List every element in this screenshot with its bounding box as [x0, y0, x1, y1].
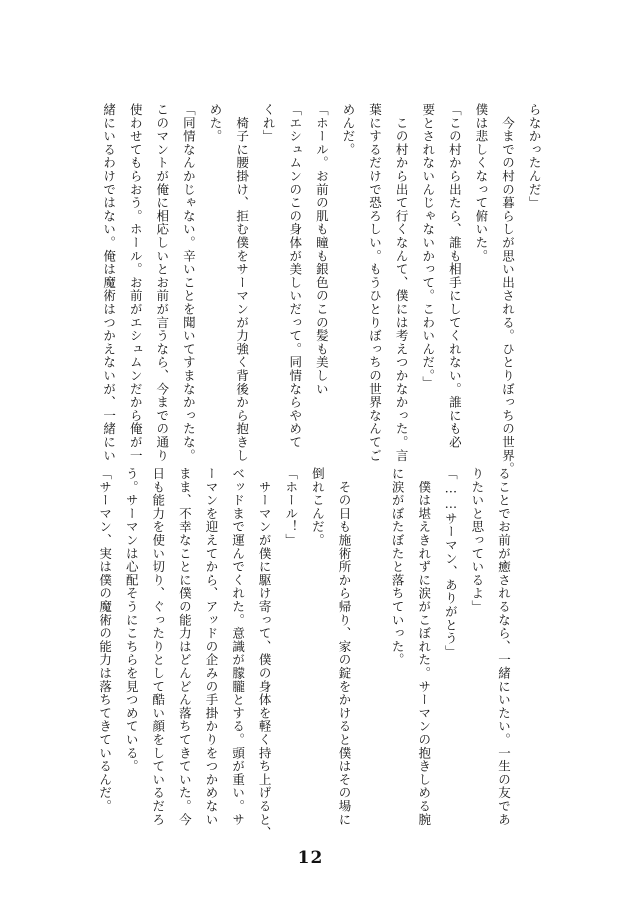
lower-text-line: まま、不幸なことに僕の能力はどんどん落ちてきていた。今	[177, 467, 193, 827]
lower-text-line: 日も能力を使い切り、ぐったりとして酷い顔をしているだろ	[150, 467, 166, 827]
upper-text-line: 「エシュムンのこの身体が美しいだって。同情ならやめて	[287, 103, 303, 449]
lower-text-line	[357, 467, 384, 812]
upper-text-line: 僕は悲しくなって俯いた。	[473, 103, 489, 263]
lower-text-line: りたいと思っているよ」	[469, 467, 485, 614]
upper-text-line: 「ホール。お前の肌も瞳も銀色のこの髪も美しい	[314, 103, 330, 396]
lower-text-line: ーマンを迎えてから、アッドの企みの手掛かりをつかめない	[203, 467, 219, 827]
upper-text-line: めた。	[207, 103, 223, 143]
upper-text-line: 椅子に腰掛け、拒む僕をサーマンが力強く背後から抱きし	[234, 103, 250, 463]
upper-text-line: 要とされないんじゃないかって。こわいんだ。」	[420, 103, 436, 390]
lower-text-line: ベッドまで運んでくれた。意識が朦朧とする。頭が重い。サ	[230, 467, 246, 827]
lower-text-line: 僕は堪えきれずに涙がこぼれた。サーマンの抱きしめる腕	[416, 467, 432, 827]
upper-text-line: めんだ。	[340, 103, 356, 157]
lower-text-line: に涙がぼたぼたと落ちていった。	[390, 467, 406, 667]
upper-text-column-block	[95, 103, 547, 476]
upper-text-line: この村から出て行くなんて、僕には考えつかなかった。言	[394, 103, 410, 463]
lower-text-line: その日も施術所から帰り、家の錠をかけると僕はその場に	[336, 467, 352, 827]
upper-text-line: このマントが俺に相応しいとお前が言うなら、今までの通り	[154, 103, 170, 463]
lower-text-line: 「……サーマン、ありがとう」	[443, 467, 459, 659]
upper-text-line: くれ」	[261, 103, 277, 143]
lower-text-line: 「ホール！」	[283, 467, 299, 547]
page-number: 12	[297, 848, 324, 868]
lower-text-line: 倒れこんだ。	[310, 467, 326, 547]
upper-text-line: 今までの村の暮らしが思い出される。ひとりぼっちの世界。	[500, 103, 516, 476]
lower-text-line: サーマンが僕に駆け寄って、僕の身体を軽く持ち上げると、	[257, 467, 273, 840]
upper-text-line: 「この村から出たら、誰も相手にしてくれない。誰にも必	[447, 103, 463, 449]
upper-text-line: 葉にするだけで恐ろしい。もうひとりぼっちの世界なんてご	[367, 103, 383, 463]
lower-text-line: 「サーマン、実は僕の魔術の能力は落ちてきているんだ。	[97, 467, 113, 813]
lower-text-column-block	[91, 467, 517, 840]
upper-text-line: らなかったんだ」	[527, 103, 543, 210]
lower-text-line: う。サーマンは心配そうにこちらを見つめている。	[124, 467, 140, 773]
lower-text-line: ることでお前が癒されるなら、一緒にいたい。一生の友であ	[496, 467, 512, 827]
upper-text-line: 緒にいるわけではない。俺は魔術はつかえないが、一緒にい	[101, 103, 117, 463]
upper-text-line: 「同情なんかじゃない。辛いことを聞いてすまなかったな。	[181, 103, 197, 463]
upper-text-line: 使わせてもらおう。ホール。お前がエシュムンだから俺が一	[128, 103, 144, 463]
